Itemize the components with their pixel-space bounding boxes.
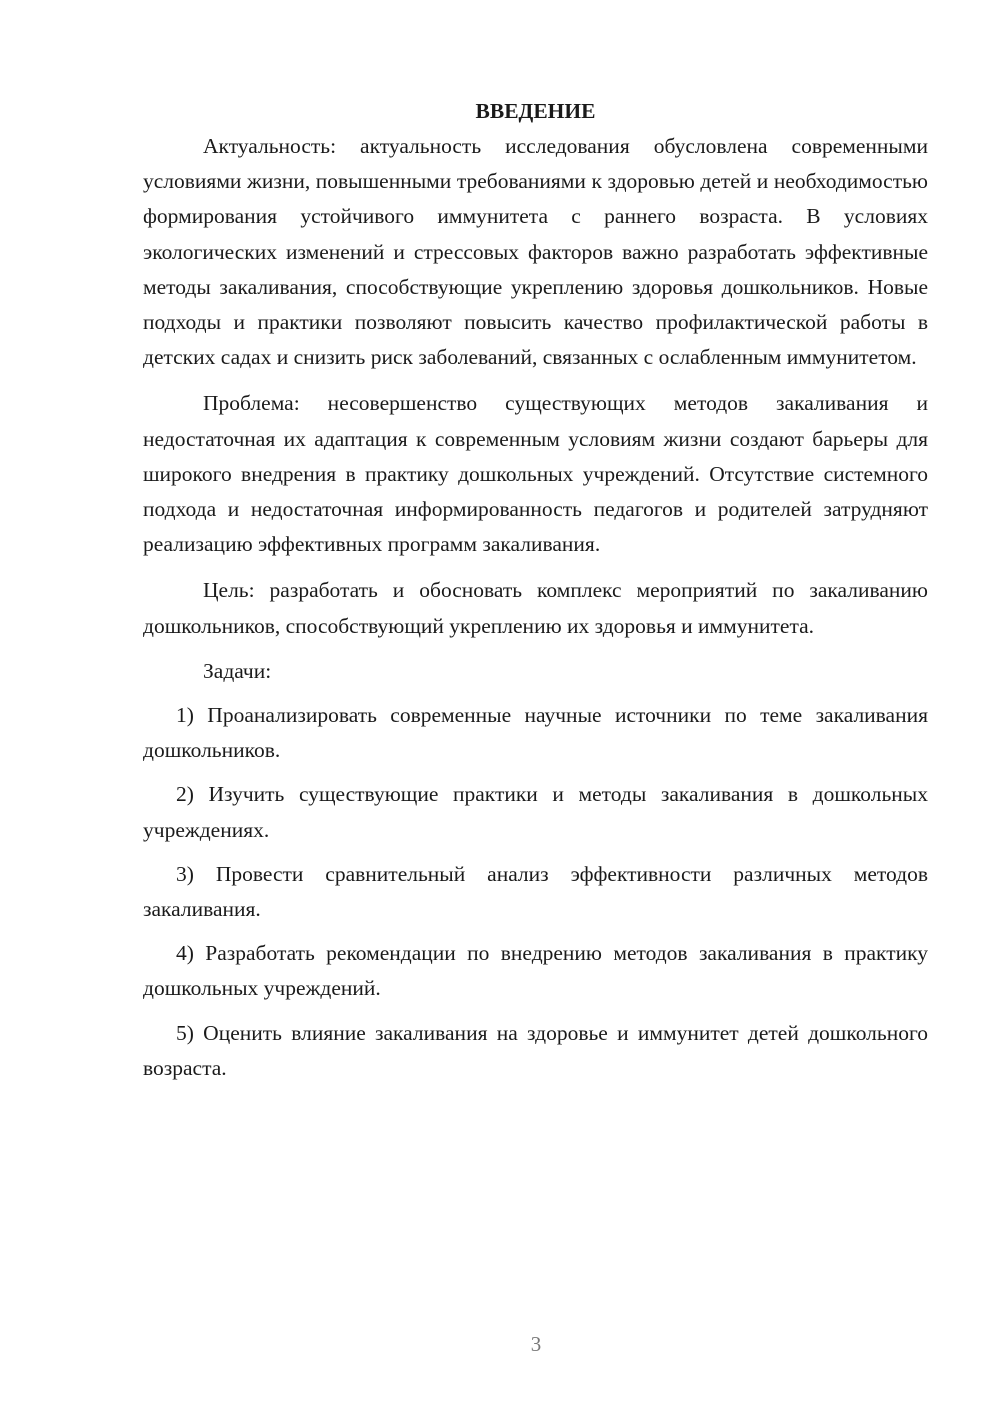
- page-number: 3: [530, 1332, 542, 1356]
- tasks-label: Задачи:: [203, 658, 272, 683]
- tasks-list: [143, 698, 928, 1086]
- task-item-3: 3) Провести сравнительный анализ эффективности различных методов закаливания.: [143, 861, 928, 922]
- task-item-5: 5) Оценить влияние закаливания на здоровье и иммунитет детей дошкольного возраста.: [143, 1020, 928, 1080]
- document-page: [143, 94, 928, 1086]
- problem-paragraph: Проблема: несовершенство существующих методов закаливания и недостаточная их адаптация к современным условиям жизни создают барьеры для широкого внедрения в практику дошкольных учреждений. Отсутствие системного подхода и недостаточная информированность педагогов и родителей затрудняют реализацию эффективных программ закаливания.: [143, 391, 928, 557]
- relevance-paragraph: Актуальность: актуальность исследования обусловлена современными условиями жизни, повышенными требованиями к здоровью детей и необходимостью формирования устойчивого иммунитета с раннего возраста. В условиях экологических изменений и стрессовых факторов важно разработать эффективные методы закаливания, способствующие укреплению здоровья дошкольников. Новые подходы и практики позволяют повысить качество профилактической работы в детских садах и снизить риск заболеваний, связанных с ослабленным иммунитетом.: [143, 134, 928, 370]
- page-title: ВВЕДЕНИЕ: [475, 99, 596, 123]
- goal-paragraph: Цель: разработать и обосновать комплекс мероприятий по закаливанию дошкольников, способствующий укреплению их здоровья и иммунитета.: [143, 578, 928, 638]
- task-item-1: 1) Проанализировать современные научные источники по теме закаливания дошкольников.: [143, 703, 928, 763]
- task-item-2: 2) Изучить существующие практики и методы закаливания в дошкольных учреждениях.: [143, 782, 928, 842]
- task-item-4: 4) Разработать рекомендации по внедрению методов закаливания в практику дошкольных учреждений.: [143, 941, 928, 1001]
